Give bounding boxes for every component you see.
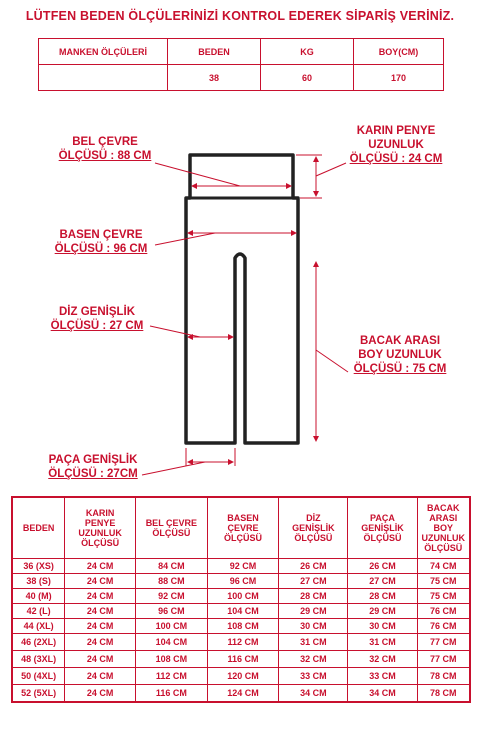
bel-label: [46, 135, 164, 163]
size-cell: 24 CM: [65, 685, 136, 703]
size-cell: 76 CM: [417, 604, 470, 619]
size-cell: 92 CM: [207, 559, 279, 574]
mannequin-value: 60: [261, 65, 354, 91]
size-chart-table: [11, 496, 471, 703]
size-cell: 40 (M): [12, 589, 65, 604]
size-cell: 78 CM: [417, 685, 470, 703]
karin-label-line3: ÖLÇÜSÜ : 24 CM: [349, 153, 443, 165]
size-cell: 52 (5XL): [12, 685, 65, 703]
diz-label: [36, 305, 158, 333]
basen-label-line1: BASEN ÇEVRE: [59, 229, 143, 241]
paca-label: [34, 453, 152, 481]
size-row: [12, 634, 470, 651]
size-cell: 88 CM: [136, 574, 208, 589]
size-cell: 108 CM: [136, 651, 208, 668]
karin-label-line1: KARIN PENYE: [356, 125, 436, 137]
size-cell: 76 CM: [417, 619, 470, 634]
size-cell: 29 CM: [279, 604, 348, 619]
size-cell: 32 CM: [279, 651, 348, 668]
bel-label-line1: BEL ÇEVRE: [72, 136, 138, 148]
size-cell: 34 CM: [279, 685, 348, 703]
diz-label-line1: DİZ GENİŞLİK: [58, 306, 136, 318]
bacak-label-line2: BOY UZUNLUK: [358, 349, 442, 361]
basen-label: [40, 228, 162, 256]
size-cell: 29 CM: [348, 604, 417, 619]
size-cell: 24 CM: [65, 651, 136, 668]
size-table-header: BEL ÇEVRE ÖLÇÜSÜ: [136, 497, 208, 559]
size-cell: 77 CM: [417, 634, 470, 651]
size-cell: 46 (2XL): [12, 634, 65, 651]
size-cell: 104 CM: [207, 604, 279, 619]
size-cell: 116 CM: [207, 651, 279, 668]
mannequin-header: BOY(CM): [354, 39, 444, 65]
size-row: [12, 651, 470, 668]
size-row: [12, 559, 470, 574]
size-cell: 34 CM: [348, 685, 417, 703]
size-cell: 78 CM: [417, 668, 470, 685]
karin-label-line2: UZUNLUK: [368, 139, 424, 151]
size-cell: 48 (3XL): [12, 651, 65, 668]
size-cell: 27 CM: [348, 574, 417, 589]
size-cell: 96 CM: [207, 574, 279, 589]
bacak-label-line1: BACAK ARASI: [359, 335, 441, 347]
size-cell: 32 CM: [348, 651, 417, 668]
size-row: [12, 589, 470, 604]
size-cell: 24 CM: [65, 574, 136, 589]
mannequin-value: 38: [168, 65, 261, 91]
size-cell: 104 CM: [136, 634, 208, 651]
size-cell: 33 CM: [279, 668, 348, 685]
size-table-header: DİZ GENİŞLİK ÖLÇÜSÜ: [279, 497, 348, 559]
paca-label-line1: PAÇA GENİŞLİK: [48, 454, 138, 466]
size-cell: 30 CM: [348, 619, 417, 634]
size-row: [12, 604, 470, 619]
size-cell: 75 CM: [417, 589, 470, 604]
size-cell: 28 CM: [279, 589, 348, 604]
page-title: LÜTFEN BEDEN ÖLÇÜLERİNİZİ KONTROL EDEREK SİPARİŞ VERİNİZ.: [25, 9, 455, 23]
size-cell: 24 CM: [65, 589, 136, 604]
size-cell: 26 CM: [348, 559, 417, 574]
size-cell: 77 CM: [417, 651, 470, 668]
size-cell: 28 CM: [348, 589, 417, 604]
size-row: [12, 668, 470, 685]
size-cell: 27 CM: [279, 574, 348, 589]
size-cell: 100 CM: [136, 619, 208, 634]
size-cell: 24 CM: [65, 559, 136, 574]
basen-label-line2: ÖLÇÜSÜ : 96 CM: [54, 243, 148, 255]
size-cell: 96 CM: [136, 604, 208, 619]
size-table-header: PAÇA GENİŞLİK ÖLÇÜSÜ: [348, 497, 417, 559]
size-cell: 100 CM: [207, 589, 279, 604]
paca-label-line2: ÖLÇÜSÜ : 27CM: [48, 468, 138, 480]
size-cell: 44 (XL): [12, 619, 65, 634]
size-cell: 30 CM: [279, 619, 348, 634]
size-table-header: BASEN ÇEVRE ÖLÇÜSÜ: [207, 497, 279, 559]
size-table-header: KARIN PENYE UZUNLUK ÖLÇÜSÜ: [65, 497, 136, 559]
mannequin-header: BEDEN: [168, 39, 261, 65]
size-cell: 24 CM: [65, 668, 136, 685]
size-row: [12, 574, 470, 589]
size-row: [12, 685, 470, 703]
size-cell: 31 CM: [348, 634, 417, 651]
size-cell: 116 CM: [136, 685, 208, 703]
size-cell: 75 CM: [417, 574, 470, 589]
size-row: [12, 619, 470, 634]
size-table-header: BACAK ARASI BOY UZUNLUK ÖLÇÜSÜ: [417, 497, 470, 559]
size-cell: 50 (4XL): [12, 668, 65, 685]
size-cell: 92 CM: [136, 589, 208, 604]
size-cell: 84 CM: [136, 559, 208, 574]
size-cell: 112 CM: [207, 634, 279, 651]
size-cell: 42 (L): [12, 604, 65, 619]
size-table-header: BEDEN: [12, 497, 65, 559]
mannequin-header: MANKEN ÖLÇÜLERİ: [39, 39, 168, 65]
size-cell: 24 CM: [65, 634, 136, 651]
size-cell: 26 CM: [279, 559, 348, 574]
diz-label-line2: ÖLÇÜSÜ : 27 CM: [50, 320, 144, 332]
size-cell: 112 CM: [136, 668, 208, 685]
bacak-label: [336, 334, 464, 376]
size-cell: 38 (S): [12, 574, 65, 589]
size-cell: 120 CM: [207, 668, 279, 685]
bel-label-line2: ÖLÇÜSÜ : 88 CM: [58, 150, 152, 162]
size-cell: 108 CM: [207, 619, 279, 634]
size-cell: 74 CM: [417, 559, 470, 574]
size-cell: 24 CM: [65, 604, 136, 619]
bel-leader-line: [155, 163, 240, 186]
size-cell: 124 CM: [207, 685, 279, 703]
bacak-label-line3: ÖLÇÜSÜ : 75 CM: [353, 363, 447, 375]
mannequin-value: 170: [354, 65, 444, 91]
karin-label: [334, 124, 458, 166]
size-cell: 24 CM: [65, 619, 136, 634]
size-cell: 31 CM: [279, 634, 348, 651]
size-cell: 33 CM: [348, 668, 417, 685]
mannequin-header: KG: [261, 39, 354, 65]
size-cell: 36 (XS): [12, 559, 65, 574]
size-table-header-row: [12, 497, 470, 559]
